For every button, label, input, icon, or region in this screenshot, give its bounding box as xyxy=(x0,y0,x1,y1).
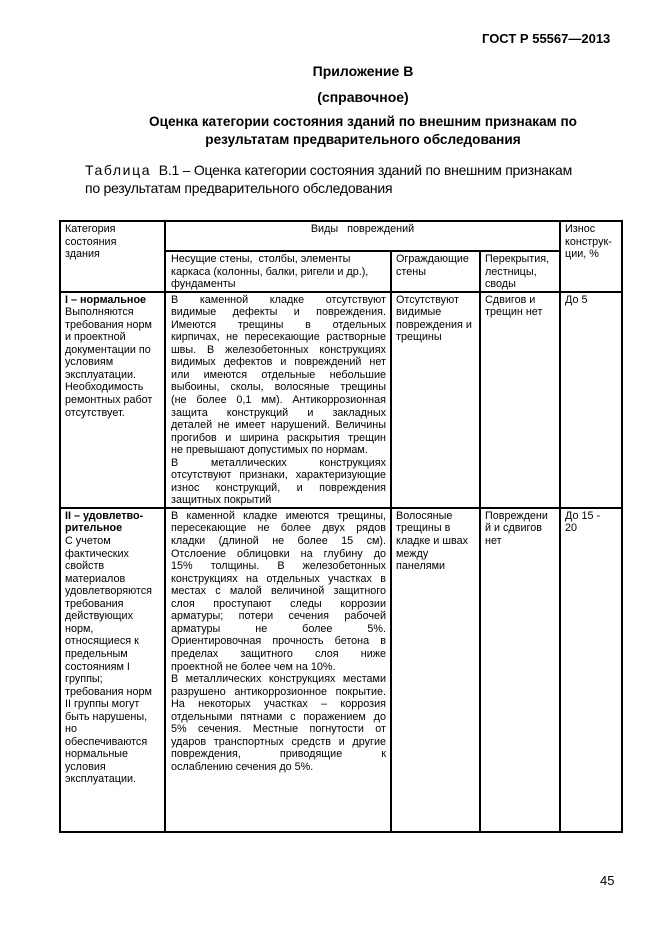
text-line: Отсутствуют xyxy=(396,293,459,306)
text-line: пересекающие не более двух рядов xyxy=(171,522,386,535)
text-line: требования xyxy=(65,597,124,610)
text-line: нормальные xyxy=(65,748,129,761)
cell-floors xyxy=(480,292,560,508)
text-line: состояниям I xyxy=(65,660,130,673)
text-line: видимых дефектов и повреждений нет xyxy=(171,356,386,369)
text-line: деталей не имеет нарушений. Величины xyxy=(171,419,386,432)
text-line: В каменной кладке имеются трещины, xyxy=(171,509,386,522)
text-line: кладки (длиной не более 15 см). xyxy=(171,535,386,548)
text-line: До 5 xyxy=(565,293,588,306)
cell-load-bearing xyxy=(165,292,391,508)
text-line: фундаменты xyxy=(171,278,236,291)
text-line: материалов xyxy=(65,572,126,585)
category-title xyxy=(65,294,160,307)
text-line: требования норм xyxy=(65,685,152,698)
text-line: Сдвигов и xyxy=(485,293,536,306)
text-line: На некоторых участках – коррозия xyxy=(171,698,386,711)
text-line: В металлических конструкциях xyxy=(171,456,386,469)
text-line: трещины в xyxy=(396,522,451,535)
text-line: нет xyxy=(485,535,502,548)
text-line: предельным xyxy=(65,647,128,660)
cell-wear xyxy=(560,292,622,508)
cell-category xyxy=(60,292,165,508)
header-floors xyxy=(480,251,560,292)
text-line: обеспечиваются xyxy=(65,735,148,748)
text-line: ослаблению сечения до 5%. xyxy=(171,760,314,773)
text-line: пределах защитного слоя ниже xyxy=(171,647,386,660)
text-line: Перекрытия, xyxy=(485,253,550,265)
appendix-heading-line-1: Оценка категории состояния зданий по внешним признакам по xyxy=(149,114,577,129)
appendix-subtitle: (справочное) xyxy=(317,89,409,105)
text-line: ремонтных работ xyxy=(65,394,153,407)
text-line: документации по xyxy=(65,343,151,356)
category-description xyxy=(65,535,160,786)
text-line: не превышают допустимых по нормам. xyxy=(171,444,368,457)
text-line: фактических xyxy=(65,547,129,560)
header-enclosing-walls xyxy=(391,251,480,292)
text-line: ударов транспортных средств и другие xyxy=(171,735,386,748)
appendix-heading-line-2: результатам предварительного обследования xyxy=(205,132,521,147)
text-line: выбоины, сколы, волосяные трещины xyxy=(171,381,386,394)
text-line: относящиеся к xyxy=(65,635,139,648)
text-line: слоя проступают следы коррозии xyxy=(171,597,386,610)
table-caption-text: В.1 – Оценка категории состояния зданий по внешним признакам xyxy=(158,162,572,178)
text-line: В металлических конструкциях местами xyxy=(171,673,386,686)
text-line: условия xyxy=(65,760,106,773)
header-load-bearing xyxy=(165,251,391,292)
text-line: й и сдвигов xyxy=(485,522,542,535)
text-line: или имеются отдельные небольшие xyxy=(171,368,386,381)
text-line: отсутствуют признаки, характеризующие xyxy=(171,469,386,482)
text-line: и проектной xyxy=(65,331,126,344)
cell-floors xyxy=(480,508,560,832)
text-line: лестницы, xyxy=(485,265,537,278)
text-line: свойств xyxy=(65,560,105,573)
text-line: Ограждающие xyxy=(396,253,469,265)
text-line: условиям xyxy=(65,356,114,369)
table-header-row xyxy=(60,221,622,251)
text-line: проектной не более чем на 10%. xyxy=(171,660,336,673)
text-line: повреждения, приводящие к xyxy=(171,748,386,761)
text-line: конструк- xyxy=(565,235,612,248)
text-line: здания xyxy=(65,248,100,261)
text-line: В каменной кладке отсутствуют xyxy=(171,293,386,306)
text-line: Износ xyxy=(565,223,596,235)
text-line: повреждения и xyxy=(396,318,472,331)
text-line: износ конструкций, и повреждения xyxy=(171,481,386,494)
text-line: С учетом xyxy=(65,535,111,548)
cell-load-bearing xyxy=(165,508,391,832)
text-line: ции, % xyxy=(565,248,599,261)
standard-designation: ГОСТ Р 55567—2013 xyxy=(482,31,611,46)
text-line: норм, xyxy=(65,622,94,635)
cell-wear xyxy=(560,508,622,832)
table-caption-label: Таблица xyxy=(85,162,152,178)
table-caption-line-2: по результатам предварительного обследования xyxy=(85,180,393,196)
text-line: между xyxy=(396,547,429,560)
text-line: II – удовлетво- xyxy=(65,509,144,522)
text-line: эксплуатации. xyxy=(65,773,137,786)
text-line: кладке и швах xyxy=(396,535,469,548)
text-line: эксплуатации. xyxy=(65,368,137,381)
table-row xyxy=(60,292,622,508)
header-category xyxy=(60,221,165,292)
text-line: II группы могут xyxy=(65,698,140,711)
text-line: прогибов и ширина раскрытия трещин xyxy=(171,431,386,444)
text-line: но xyxy=(65,723,77,736)
text-line: требования норм xyxy=(65,318,152,331)
table-row xyxy=(60,508,622,832)
cell-category xyxy=(60,508,165,832)
text-line: Ориентировочная прочность бетона в xyxy=(171,635,386,648)
text-line: защита конструкций и закладных xyxy=(171,406,386,419)
cell-enclosing-walls xyxy=(391,508,480,832)
text-line: Выполняются xyxy=(65,306,134,319)
text-line: Волосяные xyxy=(396,509,453,522)
text-line: группы; xyxy=(65,673,103,686)
text-line: защитных покрытий xyxy=(171,494,272,507)
text-line: панелями xyxy=(396,560,446,573)
text-line: 15% толщины. В железобетонных xyxy=(171,560,386,573)
text-line: рительное xyxy=(65,522,123,535)
text-line: I – нормальное xyxy=(65,293,147,306)
category-title xyxy=(65,510,160,535)
text-line: местах с малой величиной защитного xyxy=(171,585,386,598)
text-line: 5% сечения. Местные погнутости от xyxy=(171,723,386,736)
table-caption-line-1 xyxy=(85,162,572,178)
text-line: Несущие стены, столбы, элементы xyxy=(171,253,351,265)
text-line: арматуры; потери сечения рабочей xyxy=(171,610,386,623)
page-number: 45 xyxy=(600,873,615,888)
appendix-title: Приложение В xyxy=(312,63,414,79)
text-line: кирпичах, не пересекающие растворные xyxy=(171,331,386,344)
text-line: конструкциях на отдельных участках в xyxy=(171,572,386,585)
text-line: Имеются трещины в отдельных xyxy=(171,318,386,331)
text-line: действующих xyxy=(65,610,133,623)
text-line: быть нарушены, xyxy=(65,710,148,723)
text-line: швы. В железобетонных конструкциях xyxy=(171,343,386,356)
text-line: состояния xyxy=(65,235,117,248)
text-line: разрушено антикоррозионное покрытие. xyxy=(171,685,386,698)
text-line: стены xyxy=(396,265,426,278)
text-line: своды xyxy=(485,278,516,291)
text-line: До 15 - xyxy=(565,509,601,522)
text-line: каркаса (колонны, балки, ригели и др.), xyxy=(171,265,369,278)
text-line: (не более 0,1 мм). Антикоррозионная xyxy=(171,394,386,407)
text-line: Необходимость xyxy=(65,381,144,394)
text-line: Категория xyxy=(65,223,116,235)
header-wear xyxy=(560,221,622,292)
text-line: арматуры не более 5%. xyxy=(171,622,386,635)
text-line: отдельными пятнами с поражением до xyxy=(171,710,386,723)
text-line: трещин нет xyxy=(485,306,543,319)
condition-assessment-table xyxy=(59,220,623,833)
cell-enclosing-walls xyxy=(391,292,480,508)
text-line: Отслоение облицовки на глубину до xyxy=(171,547,386,560)
text-line: Повреждени xyxy=(485,509,548,522)
text-line: трещины xyxy=(396,331,442,344)
text-line: отсутствует. xyxy=(65,406,125,419)
text-line: удовлетворяются xyxy=(65,585,153,598)
header-damage-types: Виды повреждений xyxy=(165,221,560,251)
category-description xyxy=(65,306,160,419)
text-line: 20 xyxy=(565,522,578,535)
text-line: видимые xyxy=(396,306,442,319)
text-line: видимые дефекты и повреждения. xyxy=(171,306,386,319)
